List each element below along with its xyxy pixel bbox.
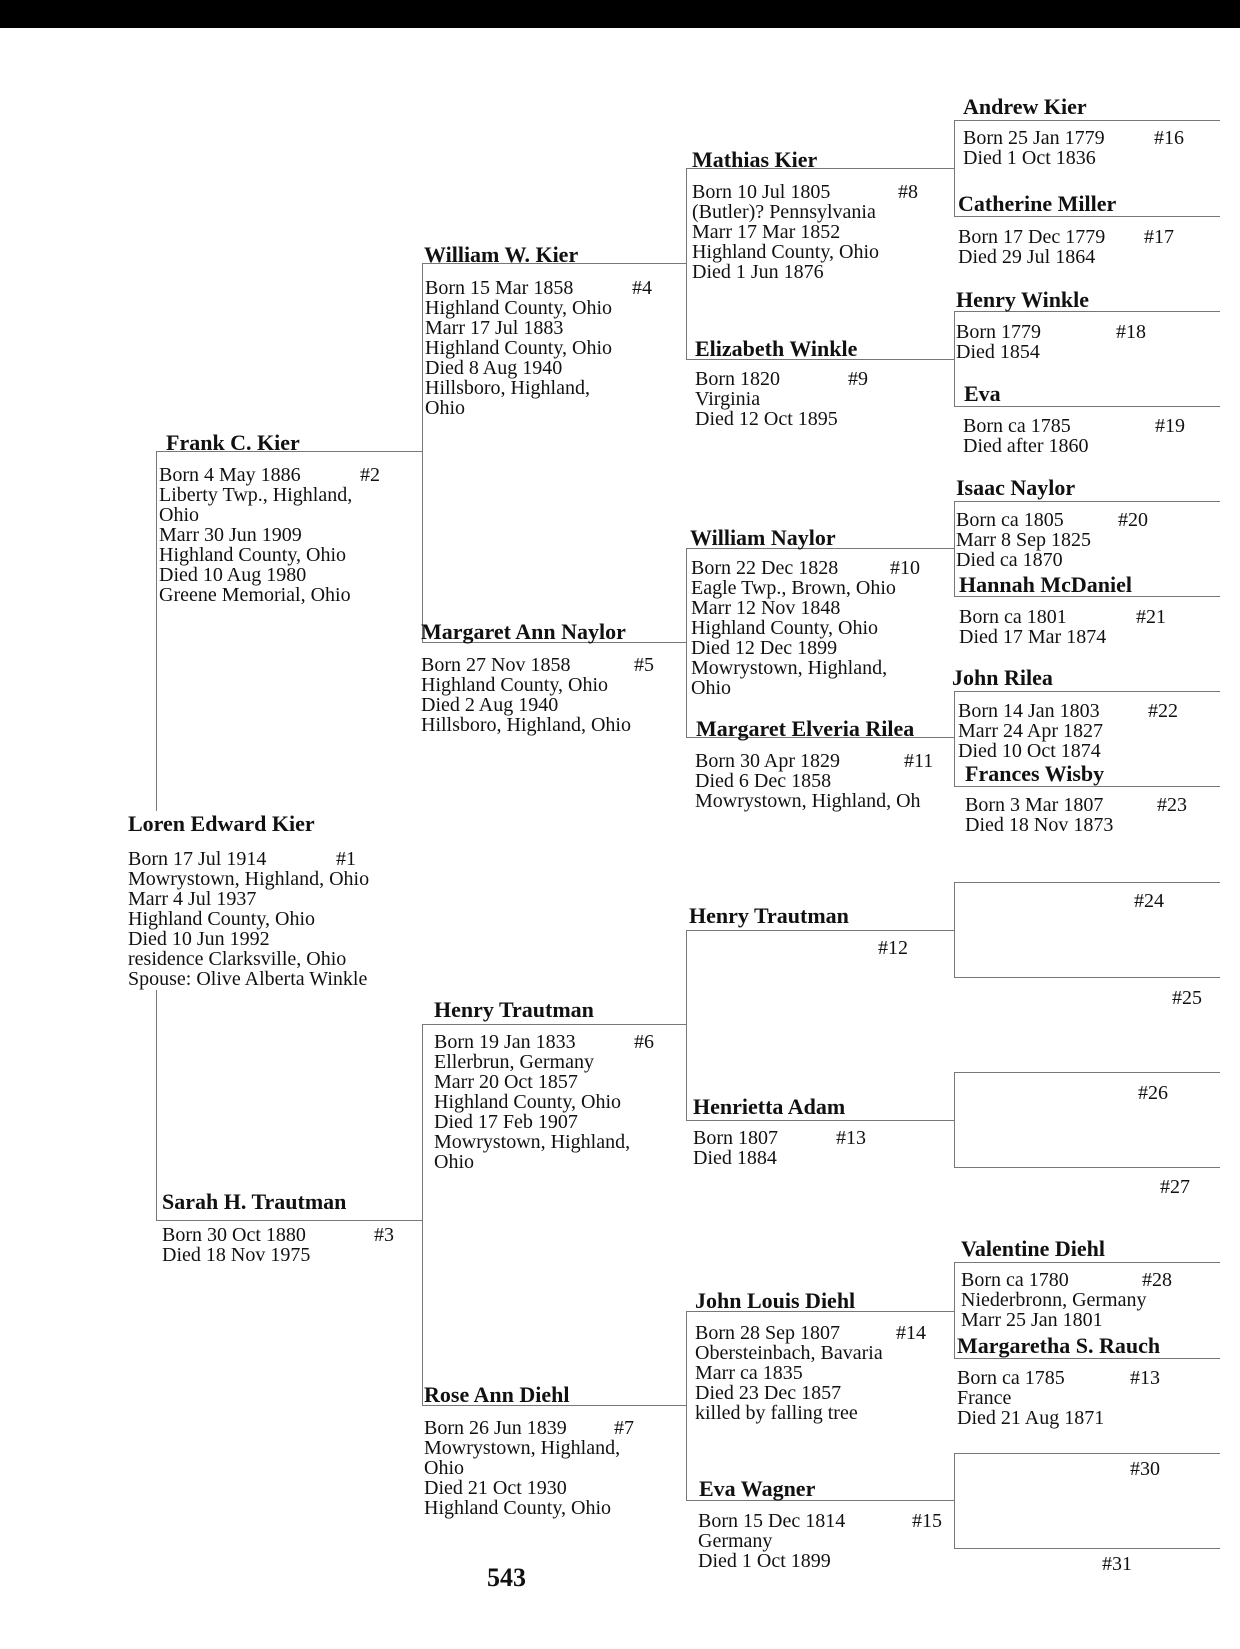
connector-line xyxy=(156,451,157,811)
detail-line: Died 10 Aug 1980 xyxy=(159,564,307,586)
detail-line: Born ca 1785 xyxy=(963,415,1071,437)
detail-line: Born 30 Oct 1880 xyxy=(162,1224,306,1246)
connector-line xyxy=(686,930,954,931)
person-18-name: Henry Winkle xyxy=(956,287,1090,312)
detail-line: Born ca 1780 xyxy=(961,1269,1069,1291)
person-8-details xyxy=(692,182,879,282)
detail-line: Born 19 Jan 1833 xyxy=(434,1031,576,1053)
person-12-name: Henry Trautman xyxy=(689,903,849,928)
person-31-number: #31 xyxy=(1102,1553,1132,1575)
detail-line: France xyxy=(957,1387,1012,1409)
person-23-details xyxy=(965,795,1113,835)
connector-line xyxy=(954,882,955,977)
connector-line xyxy=(422,1024,686,1025)
detail-line: Died 10 Jun 1992 xyxy=(128,928,270,950)
person-8-number: #8 xyxy=(898,181,918,203)
person-28-number: #28 xyxy=(1142,1269,1172,1291)
connector-line xyxy=(954,691,1220,692)
detail-line: Born 26 Jun 1839 xyxy=(424,1417,567,1439)
connector-line xyxy=(954,786,1220,787)
top-black-band xyxy=(0,0,1240,28)
detail-line: Highland County, Ohio xyxy=(434,1091,622,1113)
person-10-details xyxy=(691,558,896,698)
person-19-name: Eva xyxy=(964,381,1001,406)
person-5-name: Margaret Ann Naylor xyxy=(421,619,626,644)
connector-line xyxy=(954,501,1220,502)
person-15-name: Eva Wagner xyxy=(699,1476,816,1501)
connector-line xyxy=(954,311,955,406)
person-3-details xyxy=(162,1225,310,1265)
detail-line: Highland County, Ohio xyxy=(425,337,613,359)
person-20-details xyxy=(956,510,1091,570)
detail-line: Highland County, Ohio xyxy=(424,1497,612,1519)
detail-line: Born ca 1801 xyxy=(959,606,1067,628)
person-3-name: Sarah H. Trautman xyxy=(162,1189,347,1214)
person-28-details xyxy=(961,1270,1147,1330)
detail-line: Born 28 Sep 1807 xyxy=(695,1322,840,1344)
detail-line: Ohio xyxy=(691,677,731,699)
detail-line: Highland County, Ohio xyxy=(691,617,879,639)
connector-line xyxy=(954,1072,955,1167)
person-30-number: #30 xyxy=(1130,1458,1160,1480)
person-11-details xyxy=(695,751,921,811)
person-2-details xyxy=(159,465,352,605)
connector-line xyxy=(954,1262,955,1358)
detail-line: Greene Memorial, Ohio xyxy=(159,584,351,606)
detail-line: Marr 24 Apr 1827 xyxy=(958,720,1103,742)
connector-line xyxy=(954,120,1220,121)
detail-line: Highland County, Ohio xyxy=(421,674,609,696)
detail-line: Born 1779 xyxy=(956,321,1041,343)
detail-line: Died 1854 xyxy=(956,341,1040,363)
detail-line: Ohio xyxy=(425,397,465,419)
detail-line: Born ca 1785 xyxy=(957,1367,1065,1389)
detail-line: Died 8 Aug 1940 xyxy=(425,357,563,379)
detail-line: Born 1820 xyxy=(695,368,780,390)
detail-line: Died 23 Dec 1857 xyxy=(695,1382,842,1404)
detail-line: Germany xyxy=(698,1530,773,1552)
person-3-number: #3 xyxy=(374,1224,394,1246)
person-10-number: #10 xyxy=(890,557,920,579)
person-16-name: Andrew Kier xyxy=(963,94,1087,119)
detail-line: Died 1 Oct 1899 xyxy=(698,1550,831,1572)
connector-line xyxy=(954,120,955,216)
page-number: 543 xyxy=(487,1563,526,1592)
detail-line: Marr ca 1835 xyxy=(695,1362,803,1384)
detail-line: killed by falling tree xyxy=(695,1402,858,1424)
detail-line: Obersteinbach, Bavaria xyxy=(695,1342,883,1364)
detail-line: Died 29 Jul 1864 xyxy=(958,246,1096,268)
person-20-number: #20 xyxy=(1118,509,1148,531)
detail-line: Born 15 Dec 1814 xyxy=(698,1510,846,1532)
detail-line: Died 10 Oct 1874 xyxy=(958,740,1101,762)
detail-line: Highland County, Ohio xyxy=(425,297,613,319)
person-14-name: John Louis Diehl xyxy=(695,1288,856,1313)
person-7-name: Rose Ann Diehl xyxy=(424,1382,570,1407)
detail-line: Born 15 Mar 1858 xyxy=(425,277,574,299)
detail-line: Marr 12 Nov 1848 xyxy=(691,597,841,619)
person-7-details xyxy=(424,1418,620,1518)
person-10-name: William Naylor xyxy=(690,525,836,550)
detail-line: Died 1884 xyxy=(693,1147,777,1169)
detail-line: Spouse: Olive Alberta Winkle xyxy=(128,968,368,990)
connector-line xyxy=(954,977,1220,978)
detail-line: Born 22 Dec 1828 xyxy=(691,557,839,579)
person-4-details xyxy=(425,278,612,418)
person-22-number: #22 xyxy=(1148,700,1178,722)
person-18-number: #18 xyxy=(1116,321,1146,343)
connector-line xyxy=(954,501,955,596)
person-12-number: #12 xyxy=(878,937,908,959)
connector-line xyxy=(686,1311,687,1500)
detail-line: Marr 4 Jul 1937 xyxy=(128,888,257,910)
person-24-number: #24 xyxy=(1134,890,1164,912)
person-1-name: Loren Edward Kier xyxy=(128,811,315,836)
person-9-details xyxy=(695,369,838,429)
person-29-number: #13 xyxy=(1130,1367,1160,1389)
person-9-name: Elizabeth Winkle xyxy=(695,336,858,361)
detail-line: residence Clarksville, Ohio xyxy=(128,948,347,970)
detail-line: Died 18 Nov 1873 xyxy=(965,814,1114,836)
detail-line: Died 2 Aug 1940 xyxy=(421,694,559,716)
detail-line: Marr 20 Oct 1857 xyxy=(434,1071,578,1093)
person-5-details xyxy=(421,655,631,735)
connector-line xyxy=(954,691,955,786)
person-14-details xyxy=(695,1323,883,1423)
detail-line: Born 17 Dec 1779 xyxy=(958,226,1106,248)
detail-line: Ohio xyxy=(159,504,199,526)
person-29-name: Margaretha S. Rauch xyxy=(957,1333,1161,1358)
person-15-details xyxy=(698,1511,845,1571)
detail-line: Marr 30 Jun 1909 xyxy=(159,524,302,546)
detail-line: Died 12 Dec 1899 xyxy=(691,637,838,659)
connector-line xyxy=(954,1358,1220,1359)
person-2-number: #2 xyxy=(360,464,380,486)
person-2-name: Frank C. Kier xyxy=(166,430,300,455)
connector-line xyxy=(156,1220,422,1221)
person-6-details xyxy=(434,1032,630,1172)
connector-line xyxy=(954,882,1220,883)
detail-line: Ohio xyxy=(434,1151,474,1173)
person-17-details xyxy=(958,227,1105,267)
detail-line: Mowrystown, Highland, xyxy=(424,1437,621,1459)
person-4-number: #4 xyxy=(632,277,652,299)
person-13-name: Henrietta Adam xyxy=(693,1094,846,1119)
detail-line: Died 6 Dec 1858 xyxy=(695,770,832,792)
detail-line: Died 21 Aug 1871 xyxy=(957,1407,1105,1429)
detail-line: Born 30 Apr 1829 xyxy=(695,750,840,772)
person-16-details xyxy=(963,128,1105,168)
detail-line: Marr 17 Jul 1883 xyxy=(425,317,564,339)
detail-line: Virginia xyxy=(695,388,761,410)
person-14-number: #14 xyxy=(896,1322,926,1344)
person-19-details xyxy=(963,416,1089,456)
person-13-number: #13 xyxy=(836,1127,866,1149)
detail-line: Highland County, Ohio xyxy=(159,544,347,566)
person-21-number: #21 xyxy=(1136,606,1166,628)
detail-line: Died 12 Oct 1895 xyxy=(695,408,838,430)
detail-line: Hillsboro, Highland, Ohio xyxy=(421,714,631,736)
detail-line: Born 27 Nov 1858 xyxy=(421,654,571,676)
detail-line: Highland County, Ohio xyxy=(128,908,316,930)
connector-line xyxy=(156,990,157,1220)
person-22-name: John Rilea xyxy=(952,665,1053,690)
person-5-number: #5 xyxy=(634,654,654,676)
detail-line: Eagle Twp., Brown, Ohio xyxy=(691,577,896,599)
detail-line: Born ca 1805 xyxy=(956,509,1064,531)
connector-line xyxy=(686,930,687,1120)
person-23-number: #23 xyxy=(1157,794,1187,816)
connector-line xyxy=(954,1072,1220,1073)
detail-line: Died after 1860 xyxy=(963,435,1089,457)
connector-line xyxy=(954,1453,1220,1454)
person-7-number: #7 xyxy=(614,1417,634,1439)
detail-line: (Butler)? Pennsylvania xyxy=(692,201,876,223)
detail-line: Mowrystown, Highland, Ohio xyxy=(128,868,370,890)
person-16-number: #16 xyxy=(1154,127,1184,149)
detail-line: Born 4 May 1886 xyxy=(159,464,301,486)
detail-line: Mowrystown, Highland, xyxy=(691,657,888,679)
detail-line: Niederbronn, Germany xyxy=(961,1289,1147,1311)
person-28-name: Valentine Diehl xyxy=(961,1236,1106,1261)
detail-line: Born 25 Jan 1779 xyxy=(963,127,1105,149)
connector-line xyxy=(686,168,687,359)
connector-line xyxy=(954,1453,955,1548)
detail-line: Died 1 Jun 1876 xyxy=(692,261,824,283)
person-4-name: William W. Kier xyxy=(424,242,579,267)
detail-line: Born 17 Jul 1914 xyxy=(128,848,267,870)
detail-line: Died ca 1870 xyxy=(956,549,1063,571)
detail-line: Born 10 Jul 1805 xyxy=(692,181,831,203)
person-15-number: #15 xyxy=(912,1510,942,1532)
person-21-name: Hannah McDaniel xyxy=(959,572,1132,597)
person-8-name: Mathias Kier xyxy=(692,147,818,172)
detail-line: Died 1 Oct 1836 xyxy=(963,147,1096,169)
person-20-name: Isaac Naylor xyxy=(956,475,1076,500)
person-25-number: #25 xyxy=(1172,987,1202,1009)
person-13-details xyxy=(693,1128,778,1168)
detail-line: Died 17 Feb 1907 xyxy=(434,1111,578,1133)
person-23-name: Frances Wisby xyxy=(965,761,1105,786)
person-19-number: #19 xyxy=(1155,415,1185,437)
person-26-number: #26 xyxy=(1138,1082,1168,1104)
detail-line: Died 18 Nov 1975 xyxy=(162,1244,311,1266)
person-1-details xyxy=(128,849,369,989)
connector-line xyxy=(422,263,423,642)
person-11-name: Margaret Elveria Rilea xyxy=(696,716,915,741)
detail-line: Highland County, Ohio xyxy=(692,241,880,263)
connector-line xyxy=(954,406,1220,407)
person-21-details xyxy=(959,607,1106,647)
person-1-number: #1 xyxy=(336,848,356,870)
connector-line xyxy=(686,1120,954,1121)
person-27-number: #27 xyxy=(1160,1176,1190,1198)
person-17-name: Catherine Miller xyxy=(958,191,1117,216)
connector-line xyxy=(422,1024,423,1405)
detail-line: Hillsboro, Highland, xyxy=(425,377,590,399)
detail-line: Born 1807 xyxy=(693,1127,778,1149)
detail-line: Died 17 Mar 1874 xyxy=(959,626,1107,648)
connector-line xyxy=(954,216,1220,217)
person-22-details xyxy=(958,701,1103,761)
detail-line: Born 3 Mar 1807 xyxy=(965,794,1104,816)
detail-line: Mowrystown, Highland, Oh xyxy=(695,790,921,812)
detail-line: Marr 25 Jan 1801 xyxy=(961,1309,1103,1331)
detail-line: Marr 8 Sep 1825 xyxy=(956,529,1091,551)
detail-line: Ellerbrun, Germany xyxy=(434,1051,594,1073)
person-6-name: Henry Trautman xyxy=(434,997,594,1022)
detail-line: Liberty Twp., Highland, xyxy=(159,484,353,506)
person-17-number: #17 xyxy=(1144,226,1174,248)
detail-line: Ohio xyxy=(424,1457,464,1479)
detail-line: Born 14 Jan 1803 xyxy=(958,700,1100,722)
detail-line: Died 21 Oct 1930 xyxy=(424,1477,567,1499)
detail-line: Marr 17 Mar 1852 xyxy=(692,221,841,243)
connector-line xyxy=(954,1262,1220,1263)
person-29-details xyxy=(957,1368,1104,1428)
connector-line xyxy=(954,1167,1220,1168)
detail-line: Mowrystown, Highland, xyxy=(434,1131,631,1153)
person-18-details xyxy=(956,322,1041,362)
person-11-number: #11 xyxy=(904,750,934,772)
connector-line xyxy=(954,1548,1220,1549)
person-6-number: #6 xyxy=(634,1031,654,1053)
connector-line xyxy=(686,548,687,737)
person-9-number: #9 xyxy=(848,368,868,390)
